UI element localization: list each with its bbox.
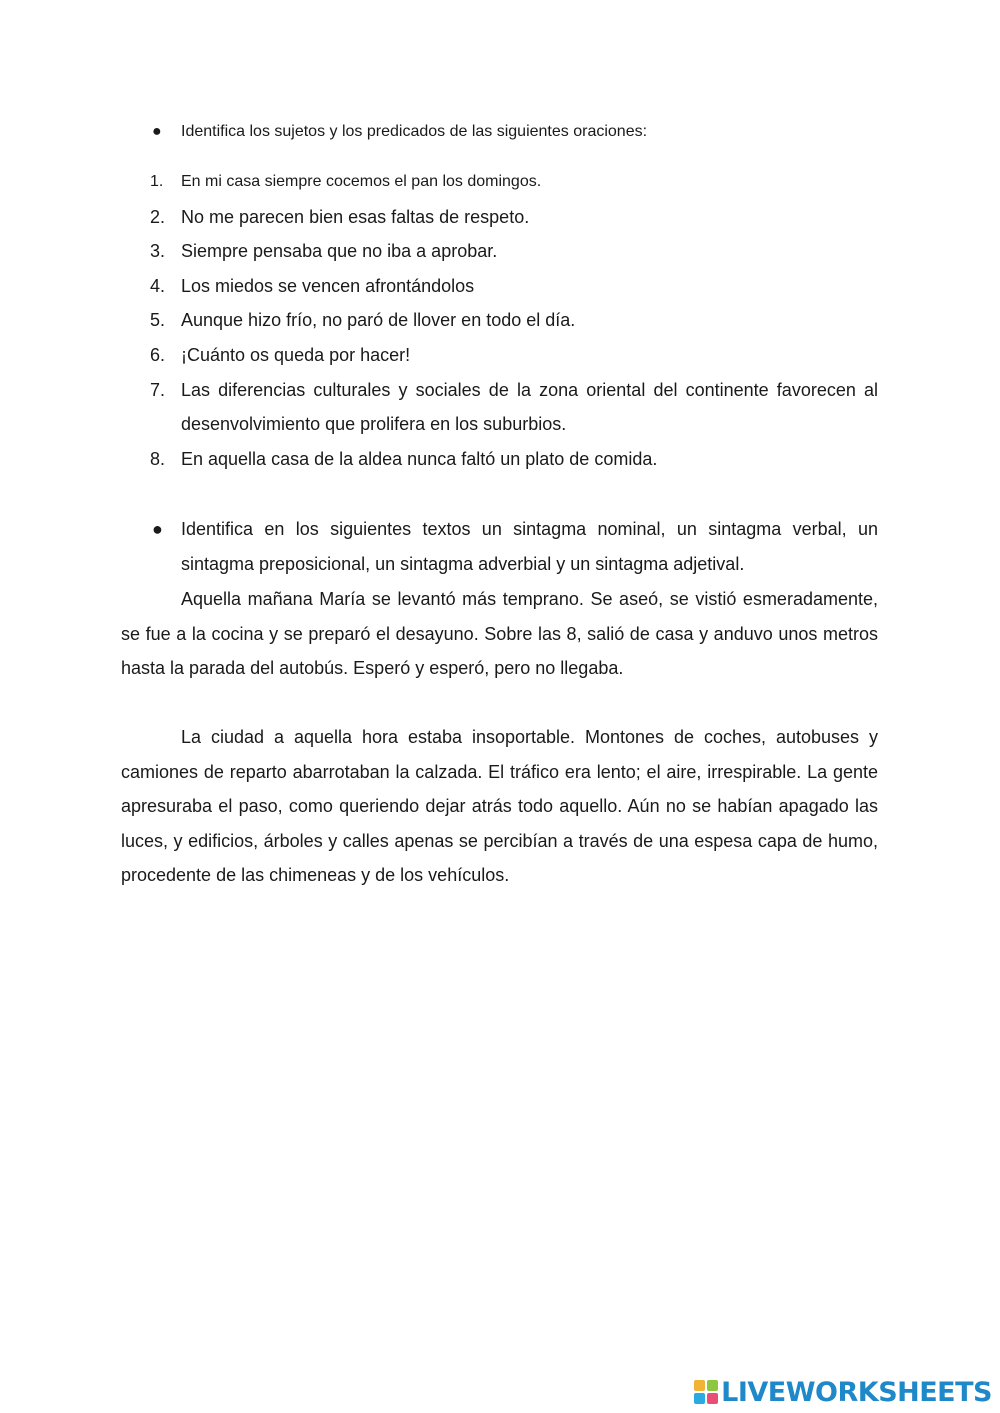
text-paragraph-2	[121, 720, 878, 893]
list-item	[150, 234, 878, 269]
item-text: Aunque hizo frío, no paró de llover en todo el día.	[181, 310, 576, 331]
list-item	[150, 338, 878, 373]
item-number: 8.	[150, 448, 166, 469]
logo-square	[694, 1380, 705, 1391]
item-text: Siempre pensaba que no iba a aprobar.	[181, 241, 498, 262]
bullet-icon: ●	[152, 519, 163, 539]
exercise1-instruction-text: Identifica los sujetos y los predicados de las siguientes oraciones:	[181, 123, 648, 140]
liveworksheets-wordmark: LIVEWORKSHEETS	[721, 1376, 992, 1408]
liveworksheets-watermark	[694, 1377, 992, 1407]
item-number: 5.	[150, 310, 166, 331]
logo-square	[707, 1380, 718, 1391]
list-item	[150, 303, 878, 338]
item-text: No me parecen bien esas faltas de respeto.	[181, 206, 530, 227]
bullet-icon: ●	[152, 123, 162, 140]
list-item	[150, 373, 878, 442]
liveworksheets-logo-icon	[694, 1380, 718, 1404]
logo-square	[707, 1393, 718, 1404]
item-text: Los miedos se vencen afrontándolos	[181, 275, 475, 296]
logo-square	[694, 1393, 705, 1404]
item-number: 7.	[150, 379, 166, 400]
item-number: 1.	[150, 173, 164, 190]
paragraph-text: La ciudad a aquella hora estaba insoportable. Montones de coches, autobuses y camiones de reparto abarrotaban la calzada. El tráfico era lento; el aire, irrespirable. La gente apresuraba el paso, como queriendo dejar atrás todo aquello. Aún no se habían apagado las luces, y edificios, árboles y calles apenas se percibían a través de una espesa capa de humo, procedente de las chimeneas y de los vehículos.	[121, 727, 878, 886]
item-text: ¡Cuánto os queda por hacer!	[181, 344, 411, 365]
paragraph-text: Aquella mañana María se levantó más temprano. Se aseó, se vistió esmeradamente, se fue a la cocina y se preparó el desayuno. Sobre las 8, salió de casa y anduvo unos metros hasta la parada del autobús. Esperó y esperó, pero no llegaba.	[121, 589, 878, 679]
item-text: En mi casa siempre cocemos el pan los domingos.	[181, 173, 542, 190]
item-number: 2.	[150, 206, 166, 227]
sentence-list	[150, 165, 878, 476]
item-number: 6.	[150, 344, 166, 365]
item-text: En aquella casa de la aldea nunca faltó un plato de comida.	[181, 448, 658, 469]
text-paragraph-1	[121, 582, 878, 686]
list-item	[150, 269, 878, 304]
exercise2-instruction	[152, 512, 878, 581]
list-item	[150, 165, 878, 200]
item-text: Las diferencias culturales y sociales de la zona oriental del continente favorecen al desenvolvimiento que prolifera en los suburbios.	[181, 379, 878, 435]
item-number: 4.	[150, 275, 166, 296]
list-item	[150, 442, 878, 477]
exercise2-instruction-text: Identifica en los siguientes textos un sintagma nominal, un sintagma verbal, un sintagma preposicional, un sintagma adverbial y un sintagma adjetival.	[181, 519, 878, 574]
list-item	[150, 200, 878, 235]
item-number: 3.	[150, 241, 166, 262]
